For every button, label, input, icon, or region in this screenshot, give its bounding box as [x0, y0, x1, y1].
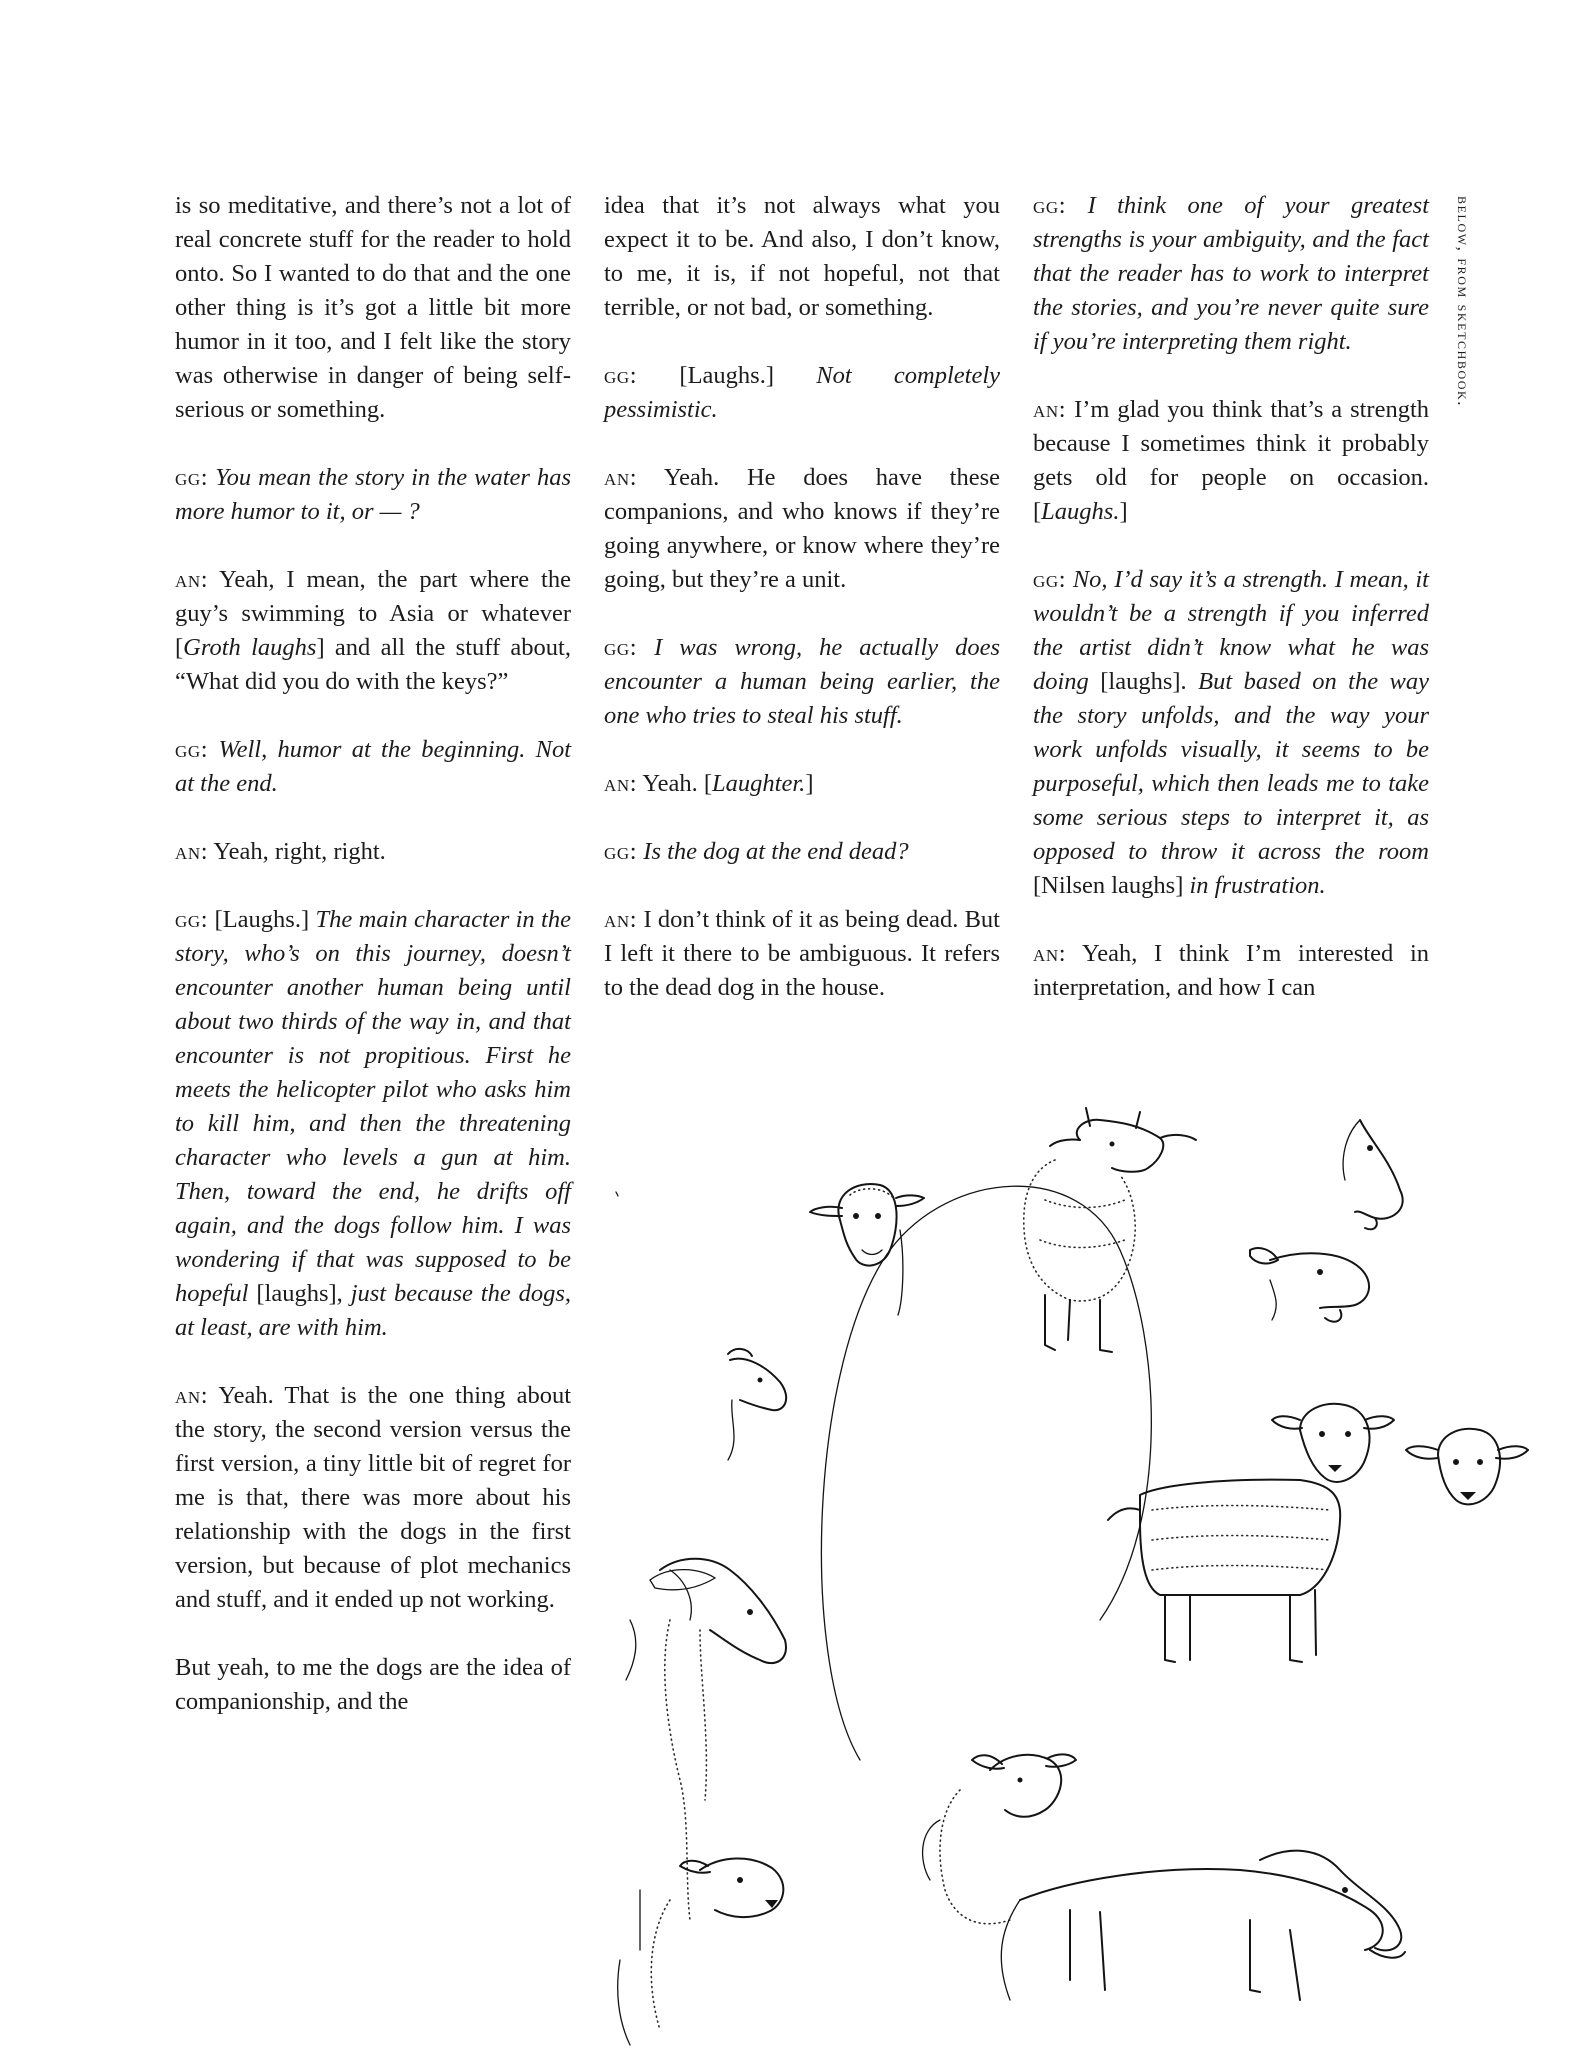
- paragraph-an: an: Yeah, I think I’m interested in interpretation, and how I can: [1033, 940, 1429, 1001]
- paragraph-gg: gg: You mean the story in the water has more humor to it, or — ?: [175, 464, 571, 525]
- speaker-tag: gg:: [1033, 566, 1067, 593]
- sheep-head-sketch: [728, 1349, 786, 1460]
- paragraph-an: an: Yeah. [Laughter.]: [604, 770, 814, 797]
- text-column-2: [604, 189, 1000, 1005]
- scribbled-sheep-sketch: [626, 1559, 786, 1950]
- paragraph-gg: gg: [Laughs.] The main character in the story, who’s on this journey, doesn’t encounter another human being until about two thirds of the way in, and that encounter is not propitious. First he meets the helicopter pilot who asks him to kill him, and then the threatening character who levels a gun at him. Then, toward the end, he drifts off again, and the dogs follow him. I was wondering if that was supposed to be hopeful [laughs], just because the dogs, at least, are with him.: [175, 906, 572, 1341]
- paragraph: But yeah, to me the dogs are the idea of companionship, and the: [175, 1654, 571, 1715]
- paragraph: idea that it’s not always what you expect it to be. And also, I don’t know, to me, it is, if not hopeful, not that terrible, or not bad, or something.: [604, 192, 1000, 321]
- text-column-1: [175, 189, 571, 1719]
- stray-ink-mark: [616, 1192, 618, 1196]
- speaker-tag: gg:: [175, 464, 209, 491]
- paragraph-an: an: Yeah, I mean, the part where the guy’s swimming to Asia or whatever [Groth laughs] and all the stuff about, “What did you do with the keys?”: [175, 566, 571, 695]
- paragraph-an: an: Yeah. That is the one thing about the story, the second version versus the first version, a tiny little bit of regret for me is that, there was more about his relationship with the dogs in the first version, but because of plot mechanics and stuff, and it ended up not working.: [175, 1382, 572, 1613]
- paragraph-an: an: I don’t think of it as being dead. But I left it there to be ambiguous. It refers to the dead dog in the house.: [604, 906, 1000, 1001]
- paragraph-gg: gg: Well, humor at the beginning. Not at the end.: [175, 736, 572, 797]
- paragraph-gg: gg: Is the dog at the end dead?: [604, 838, 909, 865]
- speaker-tag: an:: [604, 906, 638, 933]
- speaker-tag: an:: [175, 1382, 209, 1409]
- sheep-head-sketch: [1250, 1248, 1369, 1322]
- paragraph-gg: gg: I think one of your greatest strengths is your ambiguity, and the fact that the reader has to work to interpret the stories, and you’re never quite sure if you’re interpreting them right.: [1033, 192, 1429, 355]
- speaker-tag: an:: [1033, 396, 1067, 423]
- speaker-tag: gg:: [604, 362, 638, 389]
- speaker-tag: an:: [604, 464, 638, 491]
- speaker-tag: an:: [1033, 940, 1067, 967]
- speaker-tag: gg:: [604, 634, 638, 661]
- speaker-tag: an:: [604, 770, 638, 797]
- paragraph: is so meditative, and there’s not a lot of real concrete stuff for the reader to hold onto. So I wanted to do that and the one other thing is it’s got a little bit more humor in it too, and I felt like the story was otherwise in danger of being self-serious or something.: [175, 192, 571, 423]
- sheep-head-sketch: [1343, 1120, 1403, 1229]
- sheep-head-sketch: [1406, 1429, 1528, 1505]
- text-column-3: [1033, 189, 1429, 1005]
- standing-animal-sketch: [1001, 1851, 1405, 2000]
- sheep-head-sketch: [923, 1754, 1076, 1923]
- sheep-sketch-illustration: [600, 1100, 1540, 2048]
- speaker-tag: an:: [175, 838, 209, 865]
- speaker-tag: gg:: [175, 906, 209, 933]
- side-caption: below, from sketchbook.: [1454, 196, 1473, 408]
- paragraph-gg: gg: No, I’d say it’s a strength. I mean, it wouldn’t be a strength if you inferred the artist didn’t know what he was doing [laughs]. But based on the way the story unfolds, and the way your work unfolds visually, it seems to be purposeful, which then leads me to take some serious steps to interpret it, as opposed to throw it across the room [Nilsen laughs] in frustration.: [1033, 566, 1430, 899]
- sheep-head-sketch: [810, 1184, 924, 1315]
- paragraph-an: an: Yeah. He does have these companions, and who knows if they’re going anywhere, or know where they’re going, but they’re a unit.: [604, 464, 1001, 593]
- paragraph-an: an: Yeah, right, right.: [175, 838, 386, 865]
- sheep-head-sketch: [618, 1858, 784, 2045]
- speaker-tag: gg:: [604, 838, 638, 865]
- loose-oval-line: [821, 1186, 1151, 1760]
- speaker-tag: an:: [175, 566, 209, 593]
- paragraph-an: an: I’m glad you think that’s a strength because I sometimes think it probably gets old for people on occasion. [Laughs.]: [1033, 396, 1430, 525]
- speaker-tag: gg:: [175, 736, 209, 763]
- paragraph-gg: gg: [Laughs.] Not completely pessimistic.: [604, 362, 1001, 423]
- standing-sheep-sketch: [1024, 1108, 1196, 1352]
- speaker-tag: gg:: [1033, 192, 1067, 219]
- paragraph-gg: gg: I was wrong, he actually does encounter a human being earlier, the one who tries to steal his stuff.: [604, 634, 1001, 729]
